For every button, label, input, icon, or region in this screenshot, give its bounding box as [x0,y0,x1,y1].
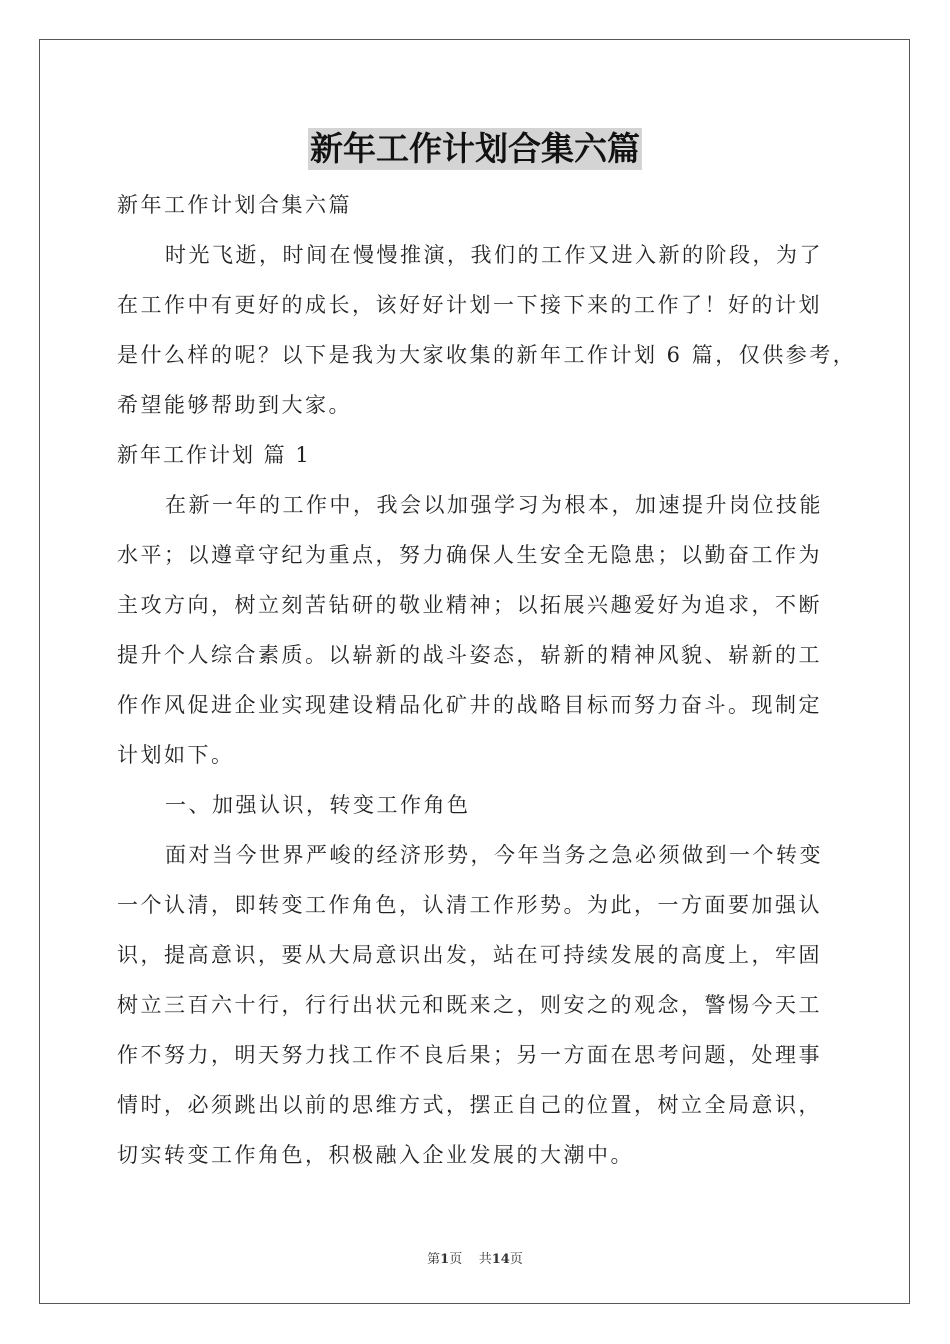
body-line: 是什么样的呢？以下是我为大家收集的新年工作计划 6 篇，仅供参考， [117,343,857,367]
page-footer [0,1248,950,1267]
document-title: 新年工作计划合集六篇 [310,129,640,168]
body-line: 切实转变工作角色，积极融入企业发展的大潮中。 [117,1143,634,1167]
section-heading: 新年工作计划 篇 1 [117,443,311,467]
body-line: 在工作中有更好的成长，该好好计划一下接下来的工作了！好的计划 [117,293,822,317]
body-line: 一个认清，即转变工作角色，认清工作形势。为此，一方面要加强认 [117,893,822,917]
body-line: 提升个人综合素质。以崭新的战斗姿态，崭新的精神风貌、崭新的工 [117,643,822,667]
page-number-suffix: 页 [449,1252,463,1267]
subsection-heading: 一、加强认识，转变工作角色 [165,793,471,817]
page-number: 1 [440,1252,450,1267]
body-line: 计划如下。 [117,743,235,767]
body-line: 时光飞逝，时间在慢慢推演，我们的工作又进入新的阶段，为了 [165,243,823,267]
body-line: 识，提高意识，要从大局意识出发，站在可持续发展的高度上，牢固 [117,943,822,967]
body-line: 作作风促进企业实现建设精品化矿井的战略目标而努力奋斗。现制定 [117,693,822,717]
subtitle-line: 新年工作计划合集六篇 [117,193,352,217]
total-pages-prefix: 共 [478,1252,492,1267]
body-line: 面对当今世界严峻的经济形势，今年当务之急必须做到一个转变 [165,843,823,867]
body-line: 希望能够帮助到大家。 [117,393,352,417]
body-line: 主攻方向，树立刻苦钻研的敬业精神；以拓展兴趣爱好为追求，不断 [117,593,822,617]
page-number-prefix: 第 [427,1252,441,1267]
total-pages-suffix: 页 [509,1252,523,1267]
body-line: 情时，必须跳出以前的思维方式，摆正自己的位置，树立全局意识， [117,1093,822,1117]
document-body [117,180,857,1180]
body-line: 作不努力，明天努力找工作不良后果；另一方面在思考问题，处理事 [117,1043,822,1067]
body-line: 树立三百六十行，行行出状元和既来之，则安之的观念，警惕今天工 [117,993,822,1017]
title-wrap [0,128,950,170]
body-line: 水平；以遵章守纪为重点，努力确保人生安全无隐患；以勤奋工作为 [117,543,822,567]
body-line: 在新一年的工作中，我会以加强学习为根本，加速提升岗位技能 [165,493,823,517]
total-pages: 14 [491,1252,510,1267]
